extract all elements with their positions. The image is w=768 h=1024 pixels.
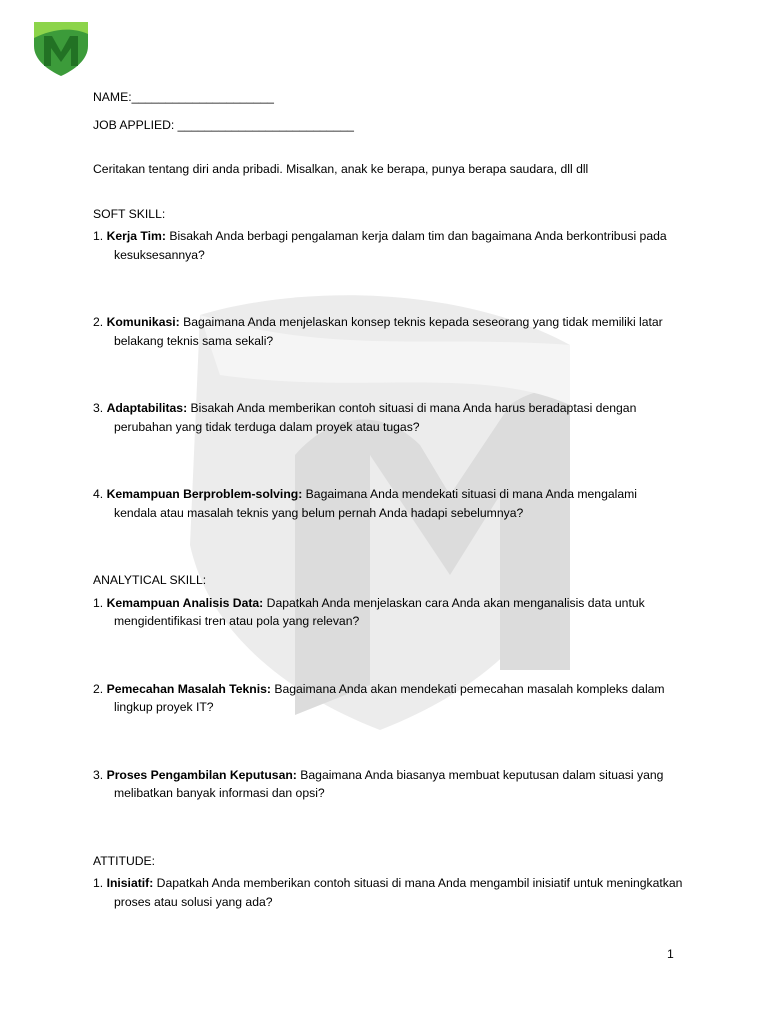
question-item: 4. Kemampuan Berproblem-solving: Bagaimana Anda mendekati situasi di mana Anda mengalami kendala atau masalah teknis yang belum pernah Anda hadapi sebelumnya? <box>93 487 637 520</box>
job-applied-field-label: JOB APPLIED: __________________________ <box>93 117 354 132</box>
question-item: 1. Kemampuan Analisis Data: Dapatkah Anda menjelaskan cara Anda akan menganalisis data untuk mengidentifikasi tren atau pola yang relevan? <box>93 595 645 628</box>
question-item: 2. Komunikasi: Bagaimana Anda menjelaskan konsep teknis kepada seseorang yang tidak memiliki latar belakang teknis sama sekali? <box>93 315 663 348</box>
section-heading-soft-skill: SOFT SKILL: <box>93 206 166 221</box>
intro-prompt: Ceritakan tentang diri anda pribadi. Misalkan, anak ke berapa, punya berapa saudara, dll dll <box>93 162 589 176</box>
section-heading-attitude: ATTITUDE: <box>93 853 156 868</box>
document-body <box>93 88 683 911</box>
name-field-label: NAME:_____________________ <box>93 90 274 104</box>
question-item: 3. Proses Pengambilan Keputusan: Bagaimana Anda biasanya membuat keputusan dalam situasi yang melibatkan banyak informasi dan opsi? <box>93 767 664 800</box>
question-item: 1. Inisiatif: Dapatkah Anda memberikan contoh situasi di mana Anda mengambil inisiatif untuk meningkatkan proses atau solusi yang ada? <box>93 876 683 909</box>
section-heading-analytical-skill: ANALYTICAL SKILL: <box>93 573 207 587</box>
question-item: 1. Kerja Tim: Bisakah Anda berbagi pengalaman kerja dalam tim dan bagaimana Anda berkontribusi pada kesuksesannya? <box>93 229 667 262</box>
company-logo <box>30 16 92 78</box>
page-number: 1 <box>667 947 674 961</box>
question-item: 3. Adaptabilitas: Bisakah Anda memberikan contoh situasi di mana Anda harus beradaptasi dengan perubahan yang tidak terduga dalam proyek atau tugas? <box>93 401 637 434</box>
question-item: 2. Pemecahan Masalah Teknis: Bagaimana Anda akan mendekati pemecahan masalah kompleks dalam lingkup proyek IT? <box>93 681 665 714</box>
